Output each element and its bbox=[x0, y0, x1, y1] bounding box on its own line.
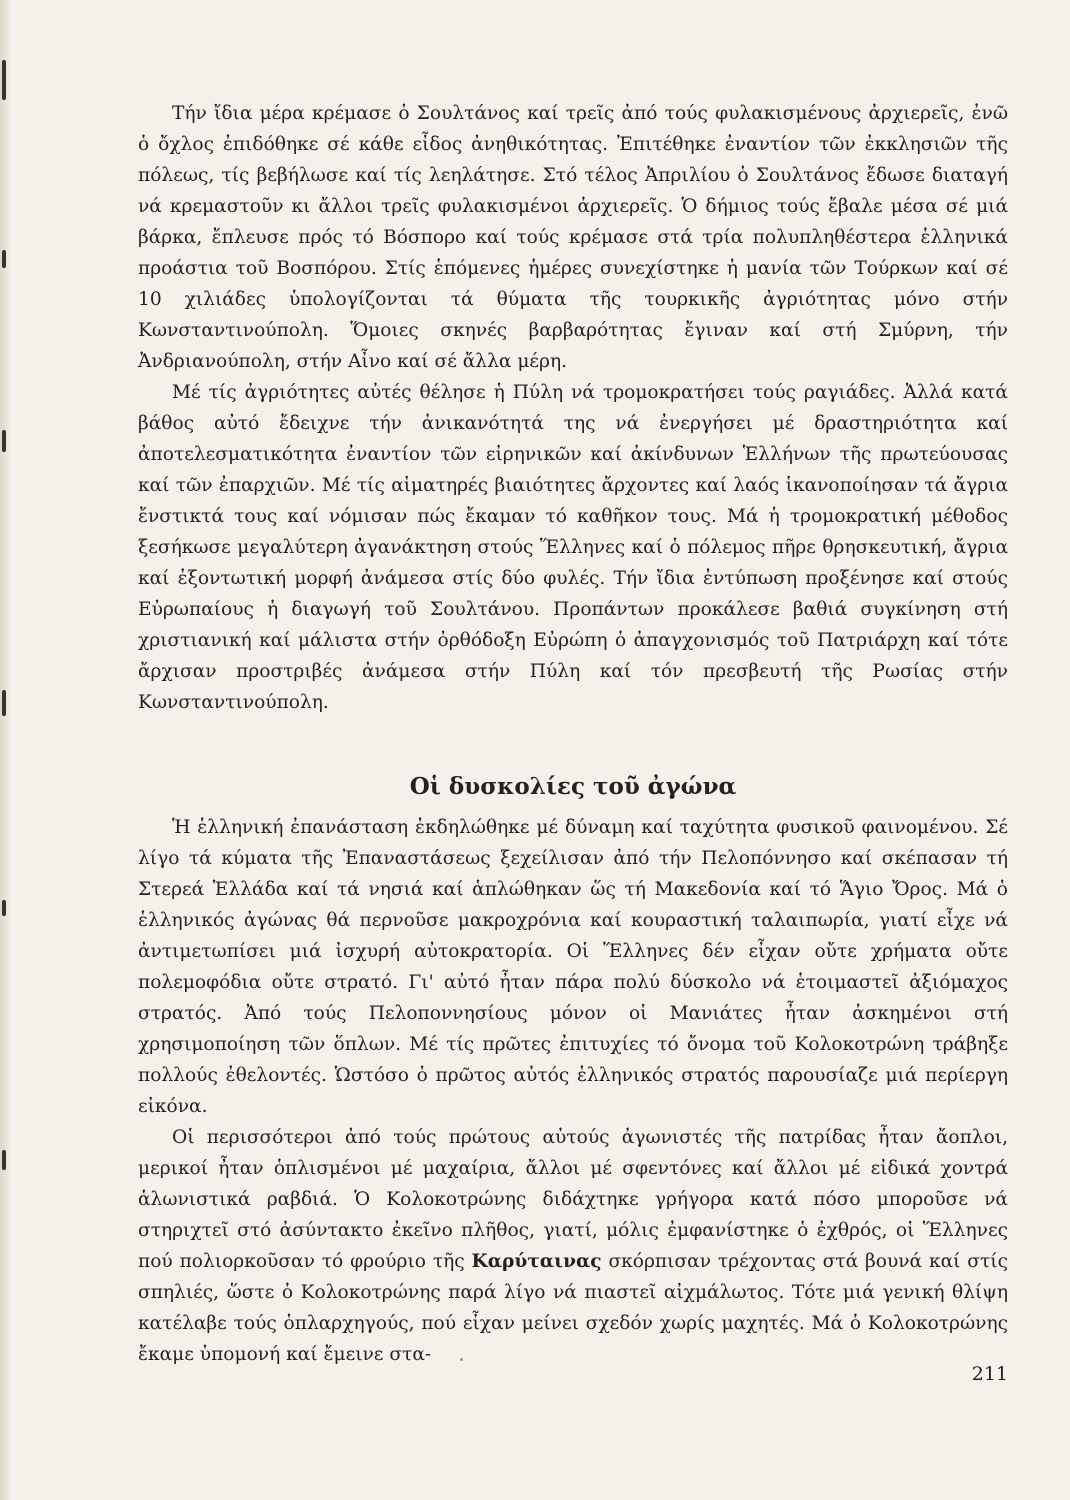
paragraph bbox=[138, 1122, 1008, 1370]
section1-text bbox=[138, 98, 1008, 718]
binding-mark bbox=[2, 60, 6, 100]
paragraph-text: σκόρπισαν τρέχοντας στά βουνά καί στίς σπηλιές, ὥστε ὁ Κολοκοτρώνης παρά λίγο νά πιαστεῖ αἰχμάλωτος. Τότε μιά γενική θλίψη κατέλαβε τούς ὁπλαρχηγούς, πού εἶχαν μείνει σχεδόν χωρίς μαχητές. Μά ὁ Κολοκοτρώνης ἔκαμε ὑπομονή καί ἔμεινε στα- bbox=[138, 1251, 1008, 1365]
section-heading: Οἱ δυσκολίες τοῦ ἀγώνα bbox=[409, 773, 737, 800]
paragraph: Μέ τίς ἀγριότητες αὐτές θέλησε ἡ Πύλη νά τρομοκρατήσει τούς ραγιάδες. Ἀλλά κατά βάθος αὐτό ἔδειχνε τήν ἀνικανότητά της νά ἐνεργήσει μέ δραστηριότητα καί ἀποτελεσματικότητα ἐναντίον τῶν εἰρηνικῶν καί ἀκίνδυνων Ἑλλήνων τῆς πρωτεύουσας καί τῶν ἐπαρχιῶν. Μέ τίς αἱματηρές βιαιότητες ἄρχοντες καί λαός ἱκανοποίησαν τά ἄγρια ἔνστικτά τους καί νόμισαν πώς ἔκαμαν τό καθῆκον τους. Μά ἡ τρομοκρατική μέθοδος ξεσήκωσε μεγαλύτερη ἀγανάκτηση στούς Ἕλληνες καί ὁ πόλεμος πῆρε θρησκευτική, ἄγρια καί ἐξοντωτική μορφή ἀνάμεσα στίς δύο φυλές. Τήν ἴδια ἐντύπωση προξένησε καί στούς Εὐρωπαίους ἡ διαγωγή τοῦ Σουλτάνου. Προπάντων προκάλεσε βαθιά συγκίνηση στή χριστιανική καί μάλιστα στήν ὀρθόδοξη Εὐρώπη ὁ ἀπαγχονισμός τοῦ Πατριάρχη καί τότε ἄρχισαν προστριβές ἀνάμεσα στήν Πύλη καί τόν πρεσβευτή τῆς Ρωσίας στήν Κωνσταντινούπολη. bbox=[138, 382, 1008, 713]
binding-mark bbox=[2, 1150, 6, 1170]
print-speck bbox=[460, 1358, 463, 1361]
paragraph-text: Οἱ περισσότεροι ἀπό τούς πρώτους αὐτούς ἀγωνιστές τῆς πατρίδας ἦταν ἄοπλοι, μερικοί ἦταν ὁπλισμένοι μέ μαχαίρια, ἄλλοι μέ σφεντόνες καί ἄλλοι μέ εἰδικά χοντρά ἁλωνιστικά ραβδιά. Ὁ Κολοκοτρώνης διδάχτηκε γρήγορα κατά πόσο μποροῦσε νά στηριχτεῖ στό ἀσύντακτο ἐκεῖνο πλῆθος, γιατί, μόλις ἐμφανίστηκε ὁ ἐχθρός, οἱ Ἕλληνες πού πολιορκοῦσαν τό φρούριο τῆς bbox=[138, 1127, 1008, 1272]
binding-edge bbox=[0, 0, 12, 1500]
paragraph: Τήν ἴδια μέρα κρέμασε ὁ Σουλτάνος καί τρεῖς ἀπό τούς φυλακισμένους ἀρχιερεῖς, ἐνῶ ὁ ὄχλος ἐπιδόθηκε σέ κάθε εἶδος ἀνηθικότητας. Ἐπιτέθηκε ἐναντίον τῶν ἐκκλησιῶν τῆς πόλεως, τίς βεβήλωσε καί τίς λεηλάτησε. Στό τέλος Ἀπριλίου ὁ Σουλτάνος ἔδωσε διαταγή νά κρεμαστοῦν κι ἄλλοι τρεῖς φυλακισμένοι ἀρχιερεῖς. Ὁ δήμιος τούς ἔβαλε μέσα σέ μιά βάρκα, ἔπλευσε πρός τό Βόσπορο καί τούς κρέμασε στά τρία πολυπληθέστερα ἑλληνικά προάστια τοῦ Βοσπόρου. Στίς ἑπόμενες ἡμέρες συνεχίστηκε ἡ μανία τῶν Τούρκων καί σέ 10 χιλιάδες ὑπολογίζονται τά θύματα τῆς τουρκικῆς ἀγριότητας μόνο στήν Κωνσταντινούπολη. Ὅμοιες σκηνές βαρβαρότητας ἔγιναν καί στή Σμύρνη, τήν Ἀνδριανούπολη, στήν Αἶνο καί σέ ἄλλα μέρη. bbox=[138, 103, 1008, 372]
paragraph: Ἡ ἑλληνική ἐπανάσταση ἐκδηλώθηκε μέ δύναμη καί ταχύτητα φυσικοῦ φαινομένου. Σέ λίγο τά κύματα τῆς Ἐπαναστάσεως ξεχείλισαν ἀπό τήν Πελοπόννησο καί σκέπασαν τή Στερεά Ἑλλάδα καί τά νησιά καί ἁπλώθηκαν ὥς τή Μακεδονία καί τό Ἅγιο Ὄρος. Μά ὁ ἑλληνικός ἀγώνας θά περνοῦσε μακροχρόνια καί κουραστική ταλαιπωρία, γιατί εἶχε νά ἀντιμετωπίσει μιά ἰσχυρή αὐτοκρατορία. Οἱ Ἕλληνες δέν εἶχαν οὔτε χρήματα οὔτε πολεμοφόδια οὔτε στρατό. Γι' αὐτό ἦταν πάρα πολύ δύσκολο νά ἑτοιμαστεῖ ἀξιόμαχος στρατός. Ἀπό τούς Πελοποννησίους μόνον οἱ Μανιάτες ἦταν ἀσκημένοι στή χρησιμοποίηση τῶν ὅπλων. Μέ τίς πρῶτες ἐπιτυχίες τό ὄνομα τοῦ Κολοκοτρώνη τράβηξε πολλούς ἐθελοντές. Ὡστόσο ὁ πρῶτος αὐτός ἑλληνικός στρατός παρουσίαζε μιά περίεργη εἰκόνα. bbox=[138, 817, 1008, 1117]
binding-mark bbox=[2, 690, 6, 716]
binding-mark bbox=[2, 250, 6, 268]
place-name-bold: Καρύταινας bbox=[471, 1251, 602, 1272]
binding-mark bbox=[2, 900, 6, 916]
page-number: 211 bbox=[971, 1363, 1008, 1385]
section2-text bbox=[138, 812, 1008, 1370]
binding-mark bbox=[2, 430, 6, 452]
